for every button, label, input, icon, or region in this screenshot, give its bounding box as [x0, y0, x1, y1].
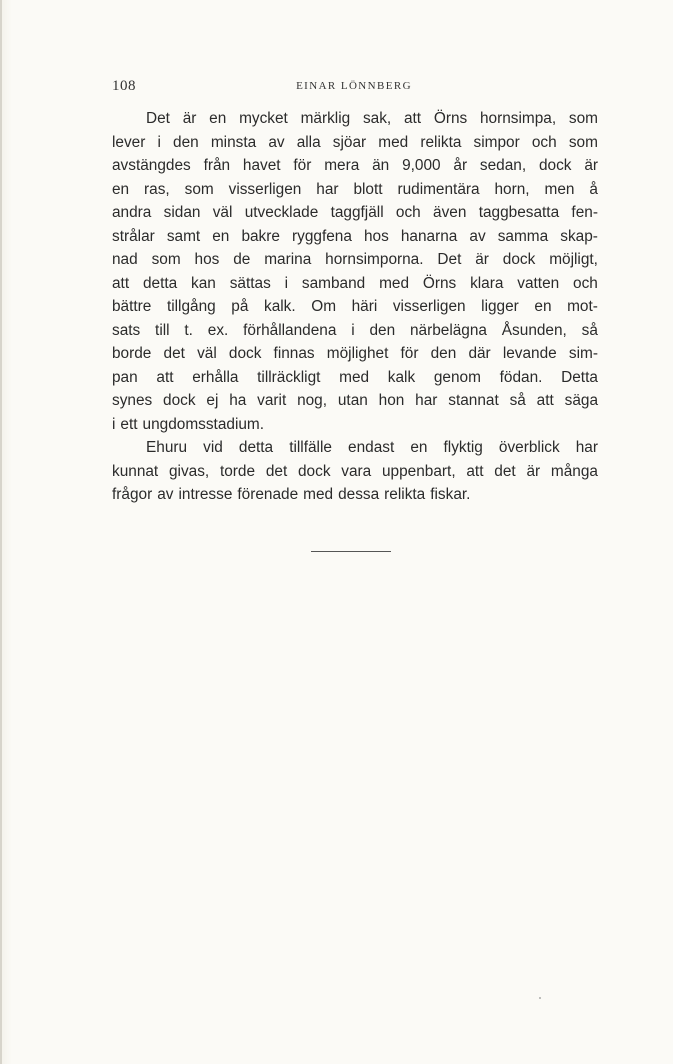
word: sättas: [229, 274, 271, 292]
running-head: EINAR LÖNNBERG: [296, 80, 412, 92]
word: att: [536, 392, 554, 409]
text-line: [112, 201, 598, 225]
word: och: [395, 204, 421, 221]
word: borde: [112, 345, 152, 362]
word: Detta: [561, 368, 598, 386]
word: vara: [341, 462, 372, 480]
word: Om: [311, 298, 337, 315]
text-line: [112, 248, 598, 272]
word: uppenbart,: [382, 462, 456, 480]
word: en: [410, 439, 428, 456]
word: i: [157, 133, 161, 151]
word: det: [265, 462, 288, 480]
word: hos: [363, 227, 389, 245]
word: även: [433, 204, 467, 221]
word: nad: [112, 251, 138, 268]
word: endast: [348, 439, 395, 456]
word: som: [568, 110, 598, 127]
word: är: [182, 110, 197, 127]
text-line: [112, 389, 598, 413]
word: genom: [433, 368, 481, 386]
word: Det: [146, 110, 170, 127]
word: med: [303, 486, 334, 503]
word: blott: [353, 180, 383, 198]
word: fiskar.: [430, 486, 471, 503]
word: märklig: [300, 110, 351, 127]
word: visserligen: [228, 180, 302, 198]
word: finnas: [273, 345, 315, 362]
word: överblick: [498, 439, 560, 456]
word: frågor: [112, 486, 153, 503]
word: ungdomsstadium.: [142, 415, 265, 433]
word: ras,: [144, 180, 170, 198]
word: är: [584, 157, 598, 174]
word: hanarna: [400, 227, 458, 245]
word: där: [468, 345, 491, 362]
word: skap-: [560, 227, 598, 245]
word: hornsimporna.: [325, 251, 424, 268]
word: taggfjäll: [330, 204, 384, 221]
text-line: [112, 413, 598, 437]
word: mera: [324, 157, 360, 174]
word: t.: [184, 321, 193, 339]
word: taggbesatta: [478, 204, 560, 221]
word: strålar: [112, 227, 155, 245]
word: horn,: [494, 180, 530, 198]
word: och: [573, 274, 598, 292]
word: sidan: [163, 204, 201, 221]
text-line: [112, 107, 598, 131]
word: avstängdes: [112, 157, 191, 174]
word: en: [209, 110, 227, 127]
word: bättre: [112, 298, 152, 315]
word: varit: [257, 392, 287, 409]
text-line: [112, 342, 598, 366]
word: relikta: [420, 133, 462, 151]
word: samma: [497, 227, 549, 245]
word: ej: [206, 392, 219, 409]
word: Ehuru: [146, 439, 188, 456]
word: mot-: [567, 298, 598, 315]
word: med: [379, 274, 410, 292]
word: 9,000: [402, 157, 441, 174]
text-line: [112, 319, 598, 343]
word: så: [581, 321, 598, 339]
word: vatten: [517, 274, 560, 292]
word: detta: [238, 439, 274, 456]
text-line: [112, 131, 598, 155]
word: pan: [112, 368, 138, 386]
text-line: [112, 483, 598, 507]
word: tillgång: [166, 298, 216, 315]
word: dock: [228, 345, 262, 362]
word: dessa: [338, 486, 380, 503]
word: förenade: [237, 486, 299, 503]
word: marina: [264, 251, 312, 268]
word: samt: [166, 227, 201, 245]
word: än: [372, 157, 390, 174]
word: är: [526, 462, 541, 480]
word: hornsimpa,: [479, 110, 557, 127]
word: detta: [142, 274, 178, 292]
word: med: [339, 368, 370, 386]
word: i: [284, 274, 289, 292]
word: Det: [437, 251, 462, 268]
word: sim-: [568, 345, 598, 362]
word: häri: [351, 298, 378, 315]
text-line: [112, 366, 598, 390]
word: samband: [301, 274, 366, 292]
word: det: [163, 345, 185, 362]
word: som: [184, 180, 214, 198]
word: mycket: [239, 110, 288, 127]
word: intresse: [178, 486, 233, 503]
word: att: [112, 274, 130, 292]
word: för: [400, 345, 419, 362]
word: så: [509, 392, 526, 409]
word: för: [293, 157, 312, 174]
word: rudimentära: [397, 180, 480, 198]
word: av: [157, 486, 174, 503]
word: dock: [298, 462, 331, 480]
word: givas,: [168, 462, 210, 480]
word: är: [475, 251, 489, 268]
word: från: [203, 157, 231, 174]
word: nog,: [297, 392, 328, 409]
word: dock: [163, 392, 196, 409]
word: Örns: [422, 274, 457, 292]
word: på: [231, 298, 249, 315]
word: en: [112, 180, 130, 198]
word: av: [268, 133, 285, 151]
word: det: [494, 462, 516, 480]
page-edge: [0, 0, 2, 1064]
word: relikta: [384, 486, 426, 503]
text-line: [112, 436, 598, 460]
word: kunnat: [112, 462, 159, 480]
word: sedan,: [479, 157, 527, 174]
word: ha: [229, 392, 247, 409]
word: förhållandena: [243, 321, 337, 339]
word: hon: [378, 392, 405, 409]
word: säga: [564, 392, 598, 409]
word: vid: [203, 439, 223, 456]
word: i: [351, 321, 355, 339]
word: hos: [194, 251, 220, 268]
word: kalk.: [264, 298, 296, 315]
text-line: [112, 272, 598, 296]
paper-speck: [539, 997, 541, 999]
text-line: [112, 225, 598, 249]
word: den: [173, 133, 199, 151]
word: ett: [120, 415, 138, 433]
word: tillfälle: [289, 439, 332, 456]
word: torde: [219, 462, 256, 480]
body-text: [112, 107, 598, 507]
word: bakre: [241, 227, 280, 245]
word: att: [466, 462, 484, 480]
text-line: [112, 460, 598, 484]
word: sats: [112, 321, 141, 339]
word: födan.: [499, 368, 543, 386]
word: levande: [502, 345, 557, 362]
word: till: [155, 321, 170, 339]
word: i: [112, 415, 116, 433]
word: tillräckligt: [257, 368, 321, 386]
page-number: 108: [112, 78, 136, 94]
word: fen-: [571, 204, 598, 221]
word: dock: [502, 251, 536, 268]
word: havet: [242, 157, 281, 174]
word: flyktig: [443, 439, 483, 456]
word: lever: [112, 133, 146, 151]
word: möjligt,: [549, 251, 598, 268]
word: har: [316, 180, 339, 198]
word: dock: [538, 157, 572, 174]
word: synes: [112, 392, 153, 409]
word: med: [378, 133, 409, 151]
word: utvecklade: [244, 204, 319, 221]
word: men: [544, 180, 575, 198]
word: har: [415, 392, 438, 409]
word: av: [469, 227, 486, 245]
word: å: [589, 180, 598, 198]
word: kalk: [387, 368, 416, 386]
word: väl: [197, 345, 217, 362]
word: Åsunden,: [501, 321, 567, 339]
text-line: [112, 154, 598, 178]
word: år: [453, 157, 468, 174]
word: väl: [212, 204, 233, 221]
word: en: [212, 227, 230, 245]
word: utan: [337, 392, 368, 409]
word: att: [156, 368, 174, 386]
word: andra: [112, 204, 152, 221]
text-line: [112, 178, 598, 202]
word: sak,: [362, 110, 392, 127]
word: att: [403, 110, 422, 127]
word: har: [575, 439, 598, 456]
word: möjlighet: [326, 345, 389, 362]
word: den: [369, 321, 396, 339]
word: minsta: [210, 133, 257, 151]
word: kan: [191, 274, 216, 292]
word: sjöar: [332, 133, 367, 151]
word: ryggfena: [292, 227, 352, 245]
word: och: [531, 133, 557, 151]
word: många: [550, 462, 598, 480]
word: klara: [470, 274, 504, 292]
word: erhålla: [192, 368, 239, 386]
word: ligger: [481, 298, 519, 315]
text-line: [112, 295, 598, 319]
word: som: [568, 133, 598, 151]
word: stannat: [448, 392, 499, 409]
word: simpor: [473, 133, 520, 151]
word: Örns: [433, 110, 468, 127]
page-header: [112, 78, 596, 98]
word: en: [534, 298, 552, 315]
word: närbelägna: [409, 321, 487, 339]
section-divider: [311, 551, 391, 552]
word: visserligen: [392, 298, 466, 315]
word: som: [151, 251, 181, 268]
word: alla: [296, 133, 321, 151]
word: den: [430, 345, 457, 362]
word: de: [233, 251, 251, 268]
word: ex.: [207, 321, 229, 339]
